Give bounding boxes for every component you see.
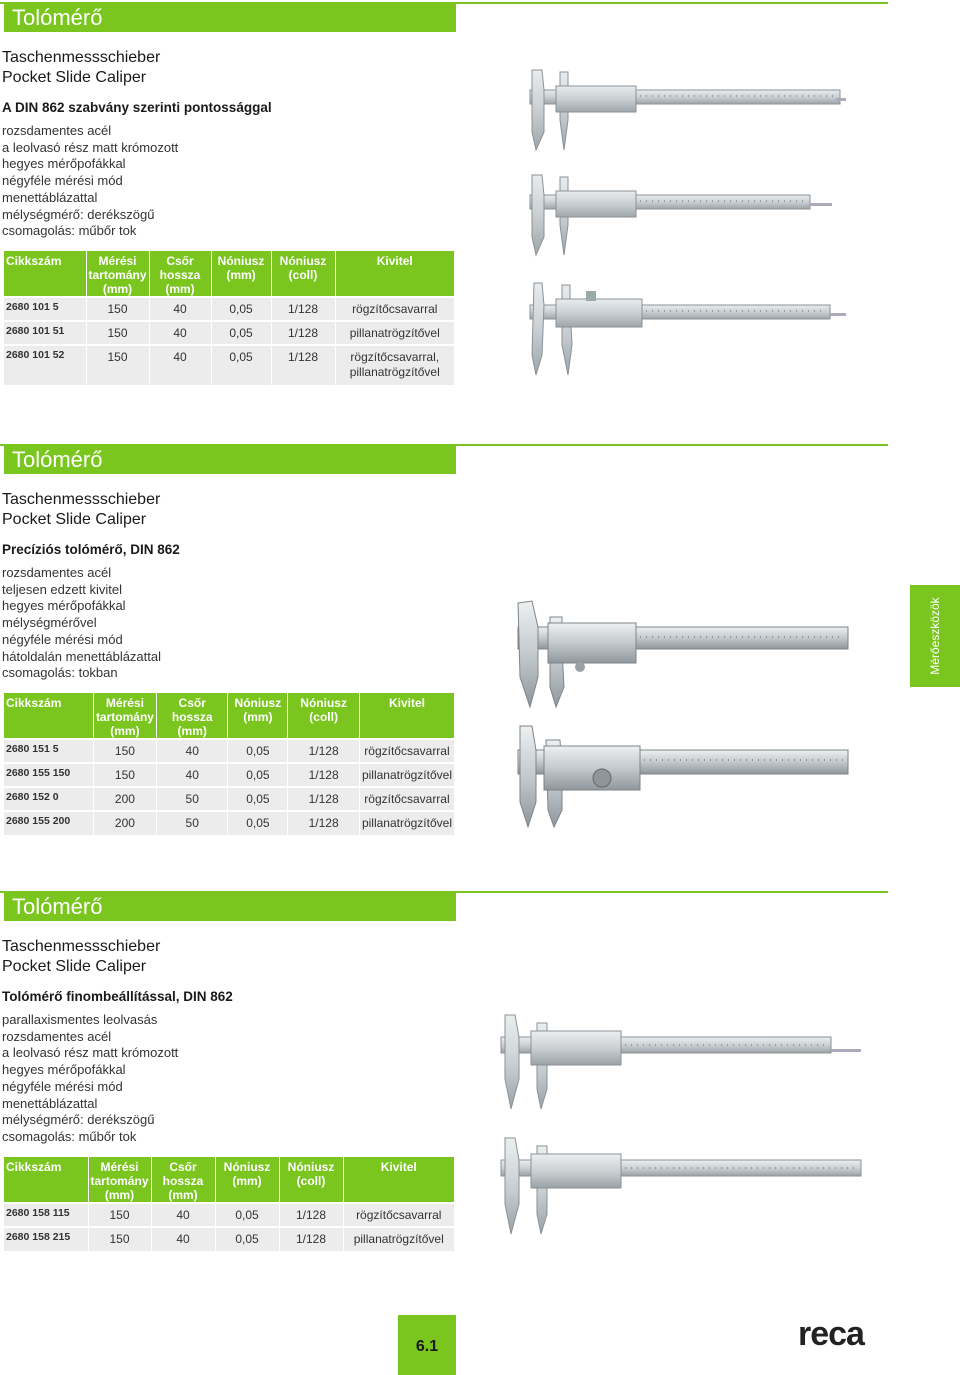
cell: rögzítőcsavarral xyxy=(343,1203,454,1227)
spec-table xyxy=(4,1157,455,1251)
feature-item: parallaxismentes leolvasás xyxy=(2,1012,158,1027)
cell: 40 xyxy=(156,763,228,787)
table-header-row xyxy=(4,1157,455,1203)
caliper-2 xyxy=(530,175,832,255)
col-header: Csőr hossza (mm) xyxy=(151,1157,215,1203)
cell: pillanatrögzítővel xyxy=(359,811,454,835)
col-header: Mérési tartomány (mm) xyxy=(86,251,149,297)
section-1 xyxy=(0,0,960,400)
subtitle-de: Taschenmessschieber xyxy=(2,49,161,66)
cell: 0,05 xyxy=(215,1203,279,1227)
col-header: Kivitel xyxy=(335,251,454,297)
table-row xyxy=(4,321,455,345)
feature-item: a leolvasó rész matt krómozott xyxy=(2,1045,179,1061)
cell: 200 xyxy=(93,787,156,811)
cell: 0,05 xyxy=(211,297,271,321)
caliper-4 xyxy=(518,601,848,707)
section-2 xyxy=(0,442,960,842)
standard-line: Tolómérő finombeállítással, DIN 862 xyxy=(2,989,233,1004)
feature-item: négyféle mérési mód xyxy=(2,1078,123,1094)
cell: 1/128 xyxy=(271,345,335,385)
feature-item: csomagolás: tokban xyxy=(2,665,118,681)
subtitle-de: Taschenmessschieber xyxy=(2,491,161,508)
standard-line: A DIN 862 szabvány szerinti pontossággal xyxy=(2,100,272,115)
feature-item: rozsdamentes acél xyxy=(2,1028,112,1044)
cell: 2680 101 5 xyxy=(4,297,86,321)
col-header: Kivitel xyxy=(343,1157,454,1203)
cell: 2680 155 200 xyxy=(4,811,93,835)
cell: 0,05 xyxy=(228,811,288,835)
cell: 40 xyxy=(149,345,211,385)
col-header: Mérési tartomány (mm) xyxy=(88,1157,151,1203)
cell: 1/128 xyxy=(271,297,335,321)
cell: 40 xyxy=(151,1227,215,1251)
feature-item: rozsdamentes acél xyxy=(2,123,112,138)
spec-table xyxy=(4,693,455,835)
feature-item: hátoldalán menettáblázattal xyxy=(2,648,162,664)
cell: pillanatrögzítővel xyxy=(343,1227,454,1251)
cell: 1/128 xyxy=(288,739,360,763)
col-header: Cikkszám xyxy=(4,1157,88,1203)
table-row xyxy=(4,811,455,835)
feature-item: csomagolás: műbőr tok xyxy=(2,1128,137,1144)
table-row xyxy=(4,739,455,763)
cell: 2680 152 0 xyxy=(4,787,93,811)
cell: 1/128 xyxy=(288,811,360,835)
caliper-6 xyxy=(501,1015,861,1109)
cell: 1/128 xyxy=(279,1227,343,1251)
cell: 40 xyxy=(156,739,228,763)
cell: rögzítőcsavarral xyxy=(335,297,454,321)
cell: 40 xyxy=(151,1203,215,1227)
cell: 150 xyxy=(88,1227,151,1251)
feature-item: menettáblázattal xyxy=(2,189,98,205)
feature-list xyxy=(2,1012,178,1146)
table-row xyxy=(4,763,455,787)
col-header: Mérési tartomány (mm) xyxy=(93,693,156,739)
cell: 40 xyxy=(149,321,211,345)
feature-item: négyféle mérési mód xyxy=(2,631,123,647)
feature-list xyxy=(2,123,178,240)
cell: 1/128 xyxy=(271,321,335,345)
feature-item: mélységmérő: derékszögű xyxy=(2,206,155,222)
col-header: Nóniusz (mm) xyxy=(215,1157,279,1203)
subtitle-en: Pocket Slide Caliper xyxy=(2,511,147,528)
col-header: Cikkszám xyxy=(4,251,86,297)
table-row xyxy=(4,297,455,321)
cell: 150 xyxy=(86,321,149,345)
cell: 0,05 xyxy=(211,345,271,385)
cell: 150 xyxy=(88,1203,151,1227)
feature-item: hegyes mérőpofákkal xyxy=(2,598,126,614)
section-3 xyxy=(0,889,960,1259)
feature-item: csomagolás: műbőr tok xyxy=(2,223,137,239)
cell: 150 xyxy=(86,297,149,321)
feature-item: mélységmérő: derékszögű xyxy=(2,1112,155,1128)
section-title: Tolómérő xyxy=(4,893,456,921)
col-header: Nóniusz (coll) xyxy=(271,251,335,297)
cell: pillanatrögzítővel xyxy=(359,763,454,787)
caliper-1 xyxy=(530,70,846,150)
section-title: Tolómérő xyxy=(4,446,456,474)
cell: 0,05 xyxy=(228,739,288,763)
caliper-photo xyxy=(510,597,855,837)
cell: 2680 101 51 xyxy=(4,321,86,345)
cell: 0,05 xyxy=(211,321,271,345)
side-tab-label: Mérőeszközök xyxy=(928,597,942,675)
page-number: 6.1 xyxy=(398,1315,456,1375)
table-row xyxy=(4,345,455,385)
feature-item: mélységmérővel xyxy=(2,615,97,631)
table-header-row xyxy=(4,693,455,739)
feature-item: menettáblázattal xyxy=(2,1095,98,1111)
table-row xyxy=(4,787,455,811)
cell: 40 xyxy=(149,297,211,321)
col-header: Nóniusz (coll) xyxy=(279,1157,343,1203)
cell: 1/128 xyxy=(288,763,360,787)
cell: 50 xyxy=(156,787,228,811)
col-header: Nóniusz (coll) xyxy=(288,693,360,739)
cell: 2680 155 150 xyxy=(4,763,93,787)
section-title: Tolómérő xyxy=(4,4,456,32)
col-header: Csőr hossza (mm) xyxy=(156,693,228,739)
cell: 0,05 xyxy=(215,1227,279,1251)
subtitle-de: Taschenmessschieber xyxy=(2,938,161,955)
standard-line: Precíziós tolómérő, DIN 862 xyxy=(2,542,180,557)
col-header: Nóniusz (mm) xyxy=(228,693,288,739)
cell: rögzítőcsavarral xyxy=(359,739,454,763)
cell: rögzítőcsavarral, pillanatrögzítővel xyxy=(335,345,454,385)
table-header-row xyxy=(4,251,455,297)
subtitle-en: Pocket Slide Caliper xyxy=(2,958,147,975)
col-header: Cikkszám xyxy=(4,693,93,739)
cell: 2680 101 52 xyxy=(4,345,86,385)
feature-list xyxy=(2,565,161,682)
col-header: Nóniusz (mm) xyxy=(211,251,271,297)
spec-table xyxy=(4,251,455,385)
caliper-5 xyxy=(518,726,848,827)
feature-item: négyféle mérési mód xyxy=(2,173,123,189)
cell: 1/128 xyxy=(288,787,360,811)
feature-item: rozsdamentes acél xyxy=(2,565,112,580)
cell: 50 xyxy=(156,811,228,835)
cell: 200 xyxy=(93,811,156,835)
table-row xyxy=(4,1227,455,1251)
cell: pillanatrögzítővel xyxy=(335,321,454,345)
brand-logo: reca xyxy=(798,1315,864,1353)
side-tab xyxy=(910,585,960,687)
feature-item: teljesen edzett kivitel xyxy=(2,581,122,597)
col-header: Csőr hossza (mm) xyxy=(149,251,211,297)
feature-item: a leolvasó rész matt krómozott xyxy=(2,139,179,155)
cell: 150 xyxy=(86,345,149,385)
caliper-3 xyxy=(530,283,846,375)
feature-item: hegyes mérőpofákkal xyxy=(2,1062,126,1078)
col-header: Kivitel xyxy=(359,693,454,739)
subtitle-en: Pocket Slide Caliper xyxy=(2,69,147,86)
cell: 2680 158 115 xyxy=(4,1203,88,1227)
caliper-photo xyxy=(495,1009,865,1259)
cell: 150 xyxy=(93,763,156,787)
cell: 2680 151 5 xyxy=(4,739,93,763)
feature-item: hegyes mérőpofákkal xyxy=(2,156,126,172)
cell: 1/128 xyxy=(279,1203,343,1227)
cell: rögzítőcsavarral xyxy=(359,787,454,811)
table-row xyxy=(4,1203,455,1227)
cell: 150 xyxy=(93,739,156,763)
cell: 2680 158 215 xyxy=(4,1227,88,1251)
caliper-photo xyxy=(520,60,850,390)
caliper-7 xyxy=(501,1138,861,1234)
cell: 0,05 xyxy=(228,787,288,811)
cell: 0,05 xyxy=(228,763,288,787)
